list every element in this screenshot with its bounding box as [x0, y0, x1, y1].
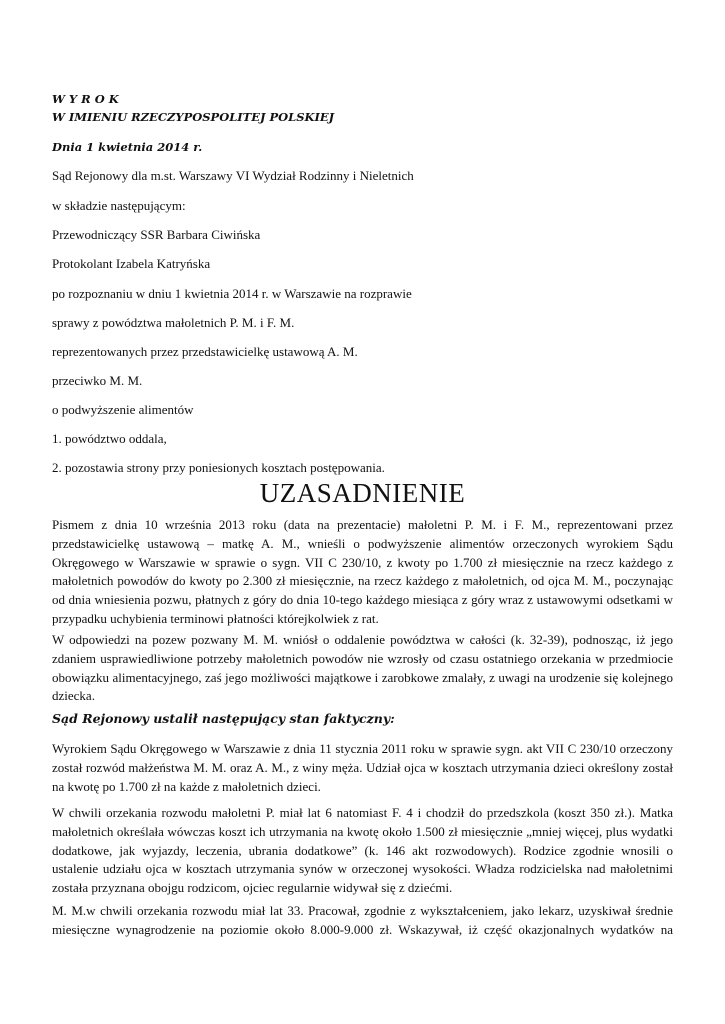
verdict-title: W Y R O K [52, 92, 119, 106]
hearing-line: po rozpoznaniu w dniu 1 kwietnia 2014 r. w Warszawie na rozprawie [52, 286, 412, 301]
ruling-item: 1. powództwo oddala, [52, 431, 167, 446]
representative: reprezentowanych przez przedstawicielkę ustawową A. M. [52, 344, 358, 359]
case-parties: sprawy z powództwa małoletnich P. M. i F. M. [52, 315, 295, 330]
composition-label: w składzie następującym: [52, 198, 186, 213]
justification-paragraph: Pismem z dnia 10 września 2013 roku (data na prezentacie) małoletni P. M. i F. M., reprezentowani przez przedstawicielkę ustawową – matkę A. M., wnieśli o podwyższenie alimentów orzeczonych wyrokiem Sądu Okręgowego w Warszawie w sprawie o sygn. VII C 230/10, z kwoty po 1.700 zł miesięcznie na rzecz każdego z małoletnich powodów do kwoty po 2.300 zł miesięcznie, na rzecz każdego z małoletnich, od ojca M. M., poczynając od dnia wniesienia pozwu, płatnych z góry do dnia 10-tego każdego miesiąca z góry wraz z ustawowymi odsetkami w przypadku uchybienia terminowi płatności którejkolwiek z rat. [52, 517, 673, 626]
case-subject: o podwyższenie alimentów [52, 402, 194, 417]
defendant: przeciwko M. M. [52, 373, 143, 388]
verdict-subtitle: W IMIENIU RZECZYPOSPOLITEJ POLSKIEJ [52, 110, 335, 124]
ruling-item: 2. pozostawia strony przy poniesionych kosztach postępowania. [52, 460, 385, 475]
justification-title: UZASADNIENIE [259, 478, 466, 508]
fact-paragraph: M. M.w chwili orzekania rozwodu miał lat 33. Pracował, zgodnie z wykształceniem, jako lekarz, uzyskiwał średnie miesięczne wynagrodzenie na poziomie około 8.000-9.000 zł. Wskazywał, iż część okazjonalnych wydatków na [52, 903, 673, 937]
facts-heading: Sąd Rejonowy ustalił następujący stan faktyczny: [52, 711, 395, 726]
presiding-judge: Przewodniczący SSR Barbara Ciwińska [52, 227, 261, 242]
court-name: Sąd Rejonowy dla m.st. Warszawy VI Wydział Rodzinny i Nieletnich [52, 168, 414, 183]
fact-paragraph: Wyrokiem Sądu Okręgowego w Warszawie z dnia 11 stycznia 2011 roku w sprawie sygn. akt VII C 230/10 orzeczony został rozwód małżeństwa M. M. oraz A. M., z winy męża. Udział ojca w kosztach utrzymania dzieci określony został na kwotę po 1.700 zł na każde z małoletnich dzieci. [52, 741, 673, 794]
court-clerk: Protokolant Izabela Katryńska [52, 256, 211, 271]
fact-paragraph: W chwili orzekania rozwodu małoletni P. miał lat 6 natomiast F. 4 i chodził do przedszkola (koszt 350 zł.). Matka małoletnich określała wówczas koszt ich utrzymania na kwotę około 1.500 zł miesięcznie „mniej więcej, plus wydatki dodatkowe, jak wyjazdy, leczenia, ubrania dodatkowe” (k. 146 akt rozwodowych). Rodzice zgodnie wnosili o ustalenie udziału ojca w kosztach utrzymania synów w orzeczonej wysokości. Władza rodzicielska nad małoletnimi została przyznana obojgu rodzicom, ojciec regularnie widywał się z dziećmi. [52, 805, 673, 896]
verdict-date: Dnia 1 kwietnia 2014 r. [52, 140, 203, 154]
justification-paragraph: W odpowiedzi na pozew pozwany M. M. wniósł o oddalenie powództwa w całości (k. 32-39), podnosząc, iż jego zdaniem usprawiedliwione potrzeby małoletnich powodów nie wzrosły od czasu ostatniego orzekania w przedmiocie obowiązku alimentacyjnego, zaś jego możliwości majątkowe i zarobkowe zmalały, z uwagi na urodzenie się kolejnego dziecka. [52, 632, 673, 704]
